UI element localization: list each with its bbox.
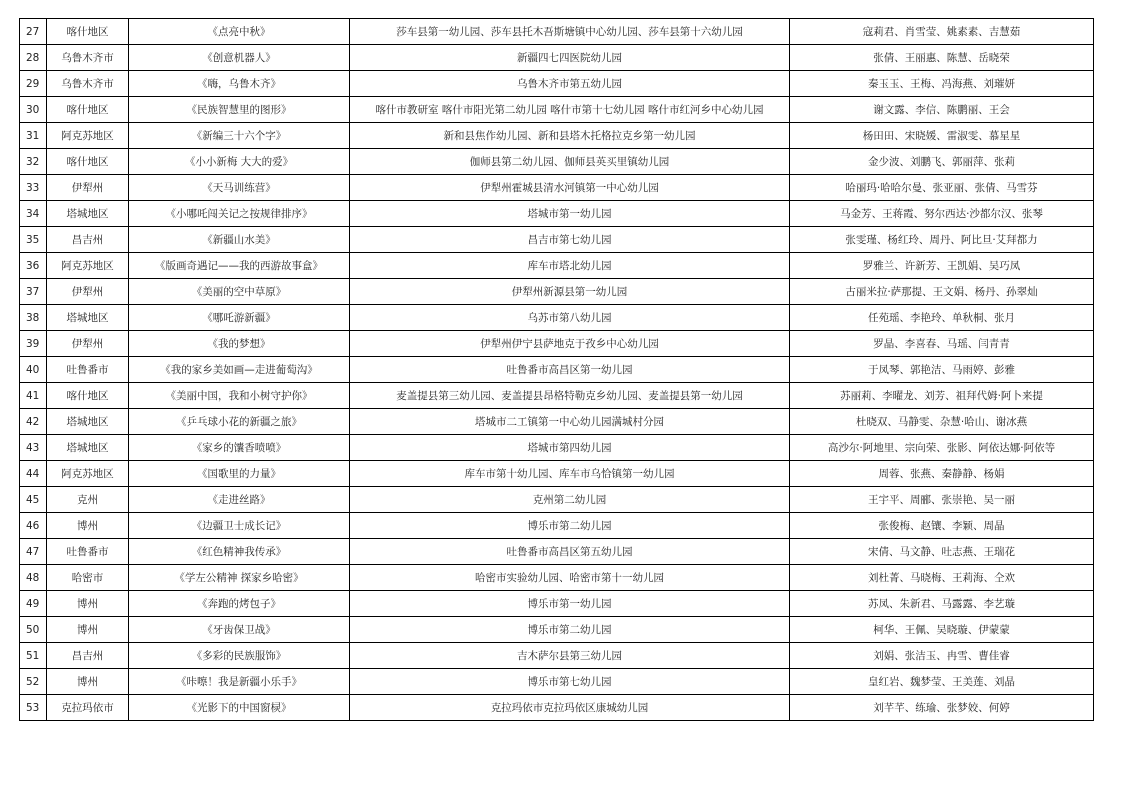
region-cell: 阿克苏地区 xyxy=(47,253,129,279)
table-body xyxy=(20,19,1094,721)
unit-cell: 塔城市二工镇第一中心幼儿园满城村分园 xyxy=(350,409,790,435)
unit-cell: 伊犁州伊宁县萨地克于孜乡中心幼儿园 xyxy=(350,331,790,357)
authors-cell: 宋倩、马文静、吐志燕、王瑞花 xyxy=(790,539,1094,565)
unit-cell: 喀什市教研室 喀什市阳光第二幼儿园 喀什市第十七幼儿园 喀什市红河乡中心幼儿园 xyxy=(350,97,790,123)
unit-cell: 新和县焦作幼儿园、新和县塔木托格拉克乡第一幼儿园 xyxy=(350,123,790,149)
unit-cell: 乌鲁木齐市第五幼儿园 xyxy=(350,71,790,97)
work-title-cell: 《光影下的中国窗棂》 xyxy=(129,695,350,721)
unit-cell: 塔城市第一幼儿园 xyxy=(350,201,790,227)
unit-cell: 吐鲁番市高昌区第五幼儿园 xyxy=(350,539,790,565)
authors-cell: 刘娟、张洁玉、冉雪、曹佳睿 xyxy=(790,643,1094,669)
work-title-cell: 《家乡的馕香喷喷》 xyxy=(129,435,350,461)
row-number: 38 xyxy=(20,305,47,331)
row-number: 39 xyxy=(20,331,47,357)
row-number: 50 xyxy=(20,617,47,643)
region-cell: 克州 xyxy=(47,487,129,513)
row-number: 41 xyxy=(20,383,47,409)
work-title-cell: 《走进丝路》 xyxy=(129,487,350,513)
work-title-cell: 《版画奇遇记——我的西游故事盒》 xyxy=(129,253,350,279)
authors-cell: 马金芳、王蒋霞、努尔西达·沙都尔汉、张琴 xyxy=(790,201,1094,227)
work-title-cell: 《哪吒游新疆》 xyxy=(129,305,350,331)
table-row xyxy=(20,149,1094,175)
row-number: 40 xyxy=(20,357,47,383)
table-row xyxy=(20,461,1094,487)
row-number: 28 xyxy=(20,45,47,71)
authors-cell: 苏凤、朱新君、马露露、李艺璇 xyxy=(790,591,1094,617)
table-row xyxy=(20,617,1094,643)
work-title-cell: 《红色精神我传承》 xyxy=(129,539,350,565)
authors-cell: 金少波、刘鹏飞、郭丽萍、张莉 xyxy=(790,149,1094,175)
row-number: 34 xyxy=(20,201,47,227)
table-row xyxy=(20,279,1094,305)
work-title-cell: 《天马训练营》 xyxy=(129,175,350,201)
authors-cell: 张倩、王丽惠、陈慧、岳晓荣 xyxy=(790,45,1094,71)
unit-cell: 麦盖提县第三幼儿园、麦盖提县昂格特勒克乡幼儿园、麦盖提县第一幼儿园 xyxy=(350,383,790,409)
table-row xyxy=(20,175,1094,201)
row-number: 33 xyxy=(20,175,47,201)
unit-cell: 吐鲁番市高昌区第一幼儿园 xyxy=(350,357,790,383)
region-cell: 伊犁州 xyxy=(47,175,129,201)
table-row xyxy=(20,513,1094,539)
row-number: 29 xyxy=(20,71,47,97)
row-number: 42 xyxy=(20,409,47,435)
region-cell: 哈密市 xyxy=(47,565,129,591)
row-number: 49 xyxy=(20,591,47,617)
authors-cell: 周蓉、张燕、秦静静、杨娟 xyxy=(790,461,1094,487)
unit-cell: 乌苏市第八幼儿园 xyxy=(350,305,790,331)
unit-cell: 吉木萨尔县第三幼儿园 xyxy=(350,643,790,669)
unit-cell: 昌吉市第七幼儿园 xyxy=(350,227,790,253)
authors-cell: 任苑瑶、李艳玲、单秋桐、张月 xyxy=(790,305,1094,331)
region-cell: 博州 xyxy=(47,513,129,539)
region-cell: 伊犁州 xyxy=(47,279,129,305)
authors-cell: 柯华、王佩、吴晓璇、伊蒙蒙 xyxy=(790,617,1094,643)
table-row xyxy=(20,253,1094,279)
region-cell: 喀什地区 xyxy=(47,149,129,175)
region-cell: 克拉玛依市 xyxy=(47,695,129,721)
region-cell: 吐鲁番市 xyxy=(47,539,129,565)
unit-cell: 莎车县第一幼儿园、莎车县托木吾斯塘镇中心幼儿园、莎车县第十六幼儿园 xyxy=(350,19,790,45)
work-title-cell: 《点亮中秋》 xyxy=(129,19,350,45)
row-number: 37 xyxy=(20,279,47,305)
region-cell: 昌吉州 xyxy=(47,643,129,669)
table-row xyxy=(20,669,1094,695)
row-number: 44 xyxy=(20,461,47,487)
row-number: 52 xyxy=(20,669,47,695)
unit-cell: 克拉玛依市克拉玛依区康城幼儿园 xyxy=(350,695,790,721)
row-number: 30 xyxy=(20,97,47,123)
region-cell: 博州 xyxy=(47,669,129,695)
region-cell: 阿克苏地区 xyxy=(47,461,129,487)
table-row xyxy=(20,45,1094,71)
table-row xyxy=(20,71,1094,97)
work-title-cell: 《创意机器人》 xyxy=(129,45,350,71)
row-number: 47 xyxy=(20,539,47,565)
row-number: 36 xyxy=(20,253,47,279)
authors-cell: 罗雅兰、许新芳、王凯娟、吴巧凤 xyxy=(790,253,1094,279)
row-number: 46 xyxy=(20,513,47,539)
row-number: 35 xyxy=(20,227,47,253)
work-title-cell: 《小小新梅 大大的爱》 xyxy=(129,149,350,175)
unit-cell: 伊犁州霍城县清水河镇第一中心幼儿园 xyxy=(350,175,790,201)
authors-cell: 高沙尔·阿地里、宗向荣、张影、阿依达娜·阿依等 xyxy=(790,435,1094,461)
work-title-cell: 《国歌里的力量》 xyxy=(129,461,350,487)
work-title-cell: 《牙齿保卫战》 xyxy=(129,617,350,643)
table-row xyxy=(20,409,1094,435)
region-cell: 博州 xyxy=(47,591,129,617)
authors-cell: 古丽米拉·萨那提、王文娟、杨丹、孙翠灿 xyxy=(790,279,1094,305)
authors-cell: 刘芊芊、练瑜、张梦姣、何婷 xyxy=(790,695,1094,721)
authors-cell: 哈丽玛·哈哈尔曼、张亚丽、张倩、马雪芬 xyxy=(790,175,1094,201)
authors-cell: 皇红岩、魏梦莹、王美莲、刘晶 xyxy=(790,669,1094,695)
unit-cell: 库车市第十幼儿园、库车市乌恰镇第一幼儿园 xyxy=(350,461,790,487)
work-title-cell: 《奔跑的烤包子》 xyxy=(129,591,350,617)
row-number: 53 xyxy=(20,695,47,721)
table-row xyxy=(20,201,1094,227)
authors-cell: 于凤琴、郭艳洁、马雨婷、彭雅 xyxy=(790,357,1094,383)
unit-cell: 克州第二幼儿园 xyxy=(350,487,790,513)
unit-cell: 博乐市第七幼儿园 xyxy=(350,669,790,695)
unit-cell: 新疆四七四医院幼儿园 xyxy=(350,45,790,71)
authors-cell: 杨田田、宋晓媛、雷淑雯、慕星星 xyxy=(790,123,1094,149)
unit-cell: 伊犁州新源县第一幼儿园 xyxy=(350,279,790,305)
authors-cell: 苏丽莉、李曜龙、刘芳、祖拜代姆·阿卜来提 xyxy=(790,383,1094,409)
unit-cell: 博乐市第二幼儿园 xyxy=(350,617,790,643)
authors-cell: 杜晓双、马静雯、杂慧·哈山、谢冰燕 xyxy=(790,409,1094,435)
region-cell: 塔城地区 xyxy=(47,201,129,227)
work-title-cell: 《美丽中国，我和小树守护你》 xyxy=(129,383,350,409)
region-cell: 乌鲁木齐市 xyxy=(47,71,129,97)
work-title-cell: 《小哪吒闯关记之按规律排序》 xyxy=(129,201,350,227)
work-title-cell: 《嗨，乌鲁木齐》 xyxy=(129,71,350,97)
authors-cell: 张雯瑾、杨红玲、周丹、阿比旦·艾拜都力 xyxy=(790,227,1094,253)
unit-cell: 哈密市实验幼儿园、哈密市第十一幼儿园 xyxy=(350,565,790,591)
authors-cell: 谢文露、李信、陈鹏丽、王会 xyxy=(790,97,1094,123)
row-number: 32 xyxy=(20,149,47,175)
region-cell: 喀什地区 xyxy=(47,19,129,45)
authors-cell: 刘杜菁、马晓梅、王莉海、仝欢 xyxy=(790,565,1094,591)
unit-cell: 伽师县第二幼儿园、伽师县英买里镇幼儿园 xyxy=(350,149,790,175)
work-title-cell: 《咔嚓！我是新疆小乐手》 xyxy=(129,669,350,695)
authors-cell: 罗晶、李喜春、马瑶、闫青青 xyxy=(790,331,1094,357)
table-row xyxy=(20,331,1094,357)
region-cell: 伊犁州 xyxy=(47,331,129,357)
table-row xyxy=(20,539,1094,565)
row-number: 48 xyxy=(20,565,47,591)
table-row xyxy=(20,383,1094,409)
unit-cell: 博乐市第二幼儿园 xyxy=(350,513,790,539)
row-number: 31 xyxy=(20,123,47,149)
region-cell: 昌吉州 xyxy=(47,227,129,253)
row-number: 45 xyxy=(20,487,47,513)
table-row xyxy=(20,227,1094,253)
region-cell: 塔城地区 xyxy=(47,435,129,461)
work-title-cell: 《新疆山水美》 xyxy=(129,227,350,253)
region-cell: 喀什地区 xyxy=(47,383,129,409)
work-title-cell: 《美丽的空中草原》 xyxy=(129,279,350,305)
table-row xyxy=(20,305,1094,331)
authors-cell: 张俊梅、赵镶、李颖、周晶 xyxy=(790,513,1094,539)
region-cell: 塔城地区 xyxy=(47,305,129,331)
work-title-cell: 《民族智慧里的图形》 xyxy=(129,97,350,123)
work-title-cell: 《我的梦想》 xyxy=(129,331,350,357)
region-cell: 塔城地区 xyxy=(47,409,129,435)
work-title-cell: 《多彩的民族服饰》 xyxy=(129,643,350,669)
work-title-cell: 《乒乓球小花的新疆之旅》 xyxy=(129,409,350,435)
row-number: 51 xyxy=(20,643,47,669)
work-title-cell: 《新编三十六个字》 xyxy=(129,123,350,149)
table-row xyxy=(20,97,1094,123)
authors-cell: 寇莉君、肖雪莹、姚素素、吉慧茹 xyxy=(790,19,1094,45)
unit-cell: 塔城市第四幼儿园 xyxy=(350,435,790,461)
table-row xyxy=(20,123,1094,149)
work-title-cell: 《学左公精神 探家乡哈密》 xyxy=(129,565,350,591)
region-cell: 乌鲁木齐市 xyxy=(47,45,129,71)
region-cell: 博州 xyxy=(47,617,129,643)
authors-cell: 秦玉玉、王梅、冯海燕、刘璀妍 xyxy=(790,71,1094,97)
row-number: 27 xyxy=(20,19,47,45)
table-row xyxy=(20,695,1094,721)
unit-cell: 库车市塔北幼儿园 xyxy=(350,253,790,279)
region-cell: 喀什地区 xyxy=(47,97,129,123)
row-number: 43 xyxy=(20,435,47,461)
authors-cell: 王宇平、周郦、张崇艳、吴一丽 xyxy=(790,487,1094,513)
table-row xyxy=(20,19,1094,45)
table-row xyxy=(20,487,1094,513)
region-cell: 阿克苏地区 xyxy=(47,123,129,149)
table-row xyxy=(20,357,1094,383)
award-table xyxy=(19,18,1094,721)
table-row xyxy=(20,591,1094,617)
work-title-cell: 《我的家乡美如画—走进葡萄沟》 xyxy=(129,357,350,383)
table-row xyxy=(20,643,1094,669)
table-row xyxy=(20,435,1094,461)
region-cell: 吐鲁番市 xyxy=(47,357,129,383)
table-row xyxy=(20,565,1094,591)
work-title-cell: 《边疆卫士成长记》 xyxy=(129,513,350,539)
unit-cell: 博乐市第一幼儿园 xyxy=(350,591,790,617)
